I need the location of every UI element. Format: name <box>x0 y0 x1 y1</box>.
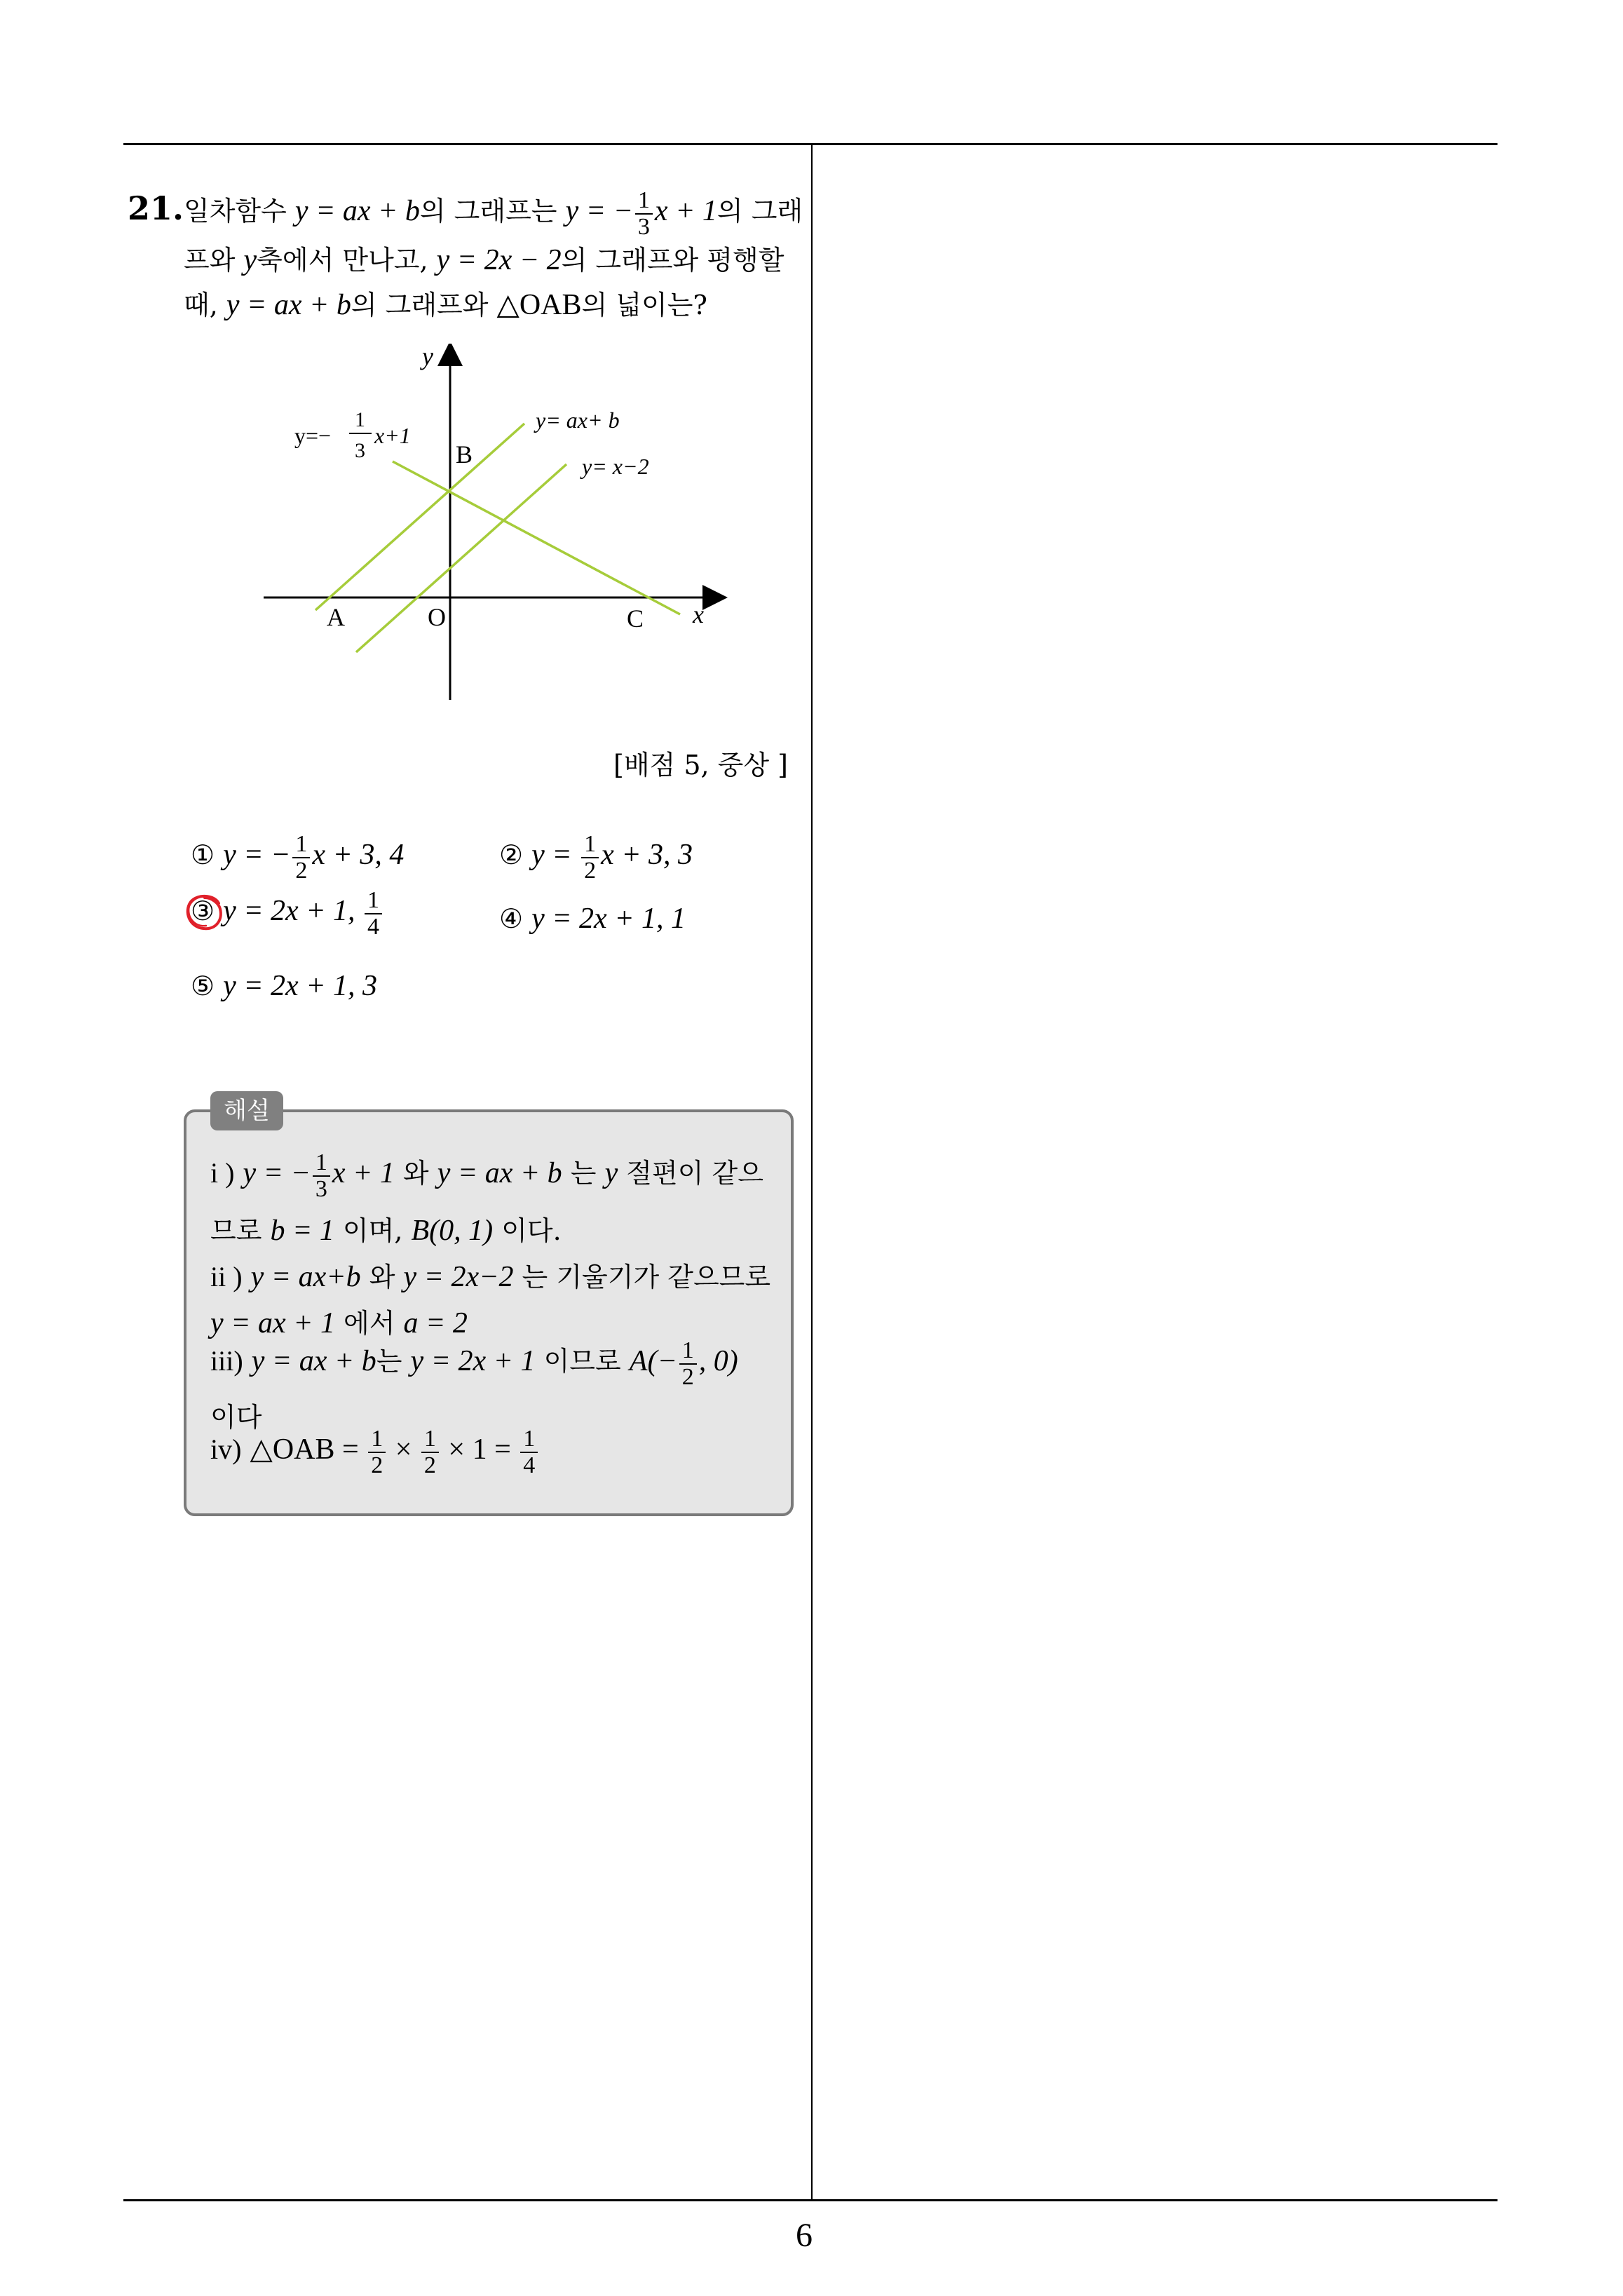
label-line-3: y= x−2 <box>582 454 649 479</box>
choice-1[interactable]: ① y = − $\frac{1}{2}$ x + 3, 4 <box>191 831 405 884</box>
choice-3[interactable]: ③ y = 2x + 1, $\frac{1}{4}$ <box>191 888 384 939</box>
x-axis-label: x <box>693 600 704 628</box>
graph-svg <box>252 344 729 708</box>
origin-label: O <box>428 603 446 631</box>
choice-4[interactable]: ④ y = 2x + 1, 1 <box>499 903 686 935</box>
choice-2[interactable]: ② y = $\frac{1}{2}$ x + 3, 3 <box>499 831 693 884</box>
solution-line-2: 므로 b = 1 이며, B(0, 1) 이다. <box>210 1215 562 1247</box>
solution-line-4: y = ax + 1 에서 a = 2 <box>210 1307 468 1339</box>
page-number: 6 <box>796 2217 813 2254</box>
question-number: 21. <box>128 189 184 227</box>
solution-line-5: iii) y = ax + b는 y = 2x + 1 이므로 A(− $\frac{1}{2}$ , 0) <box>210 1337 738 1390</box>
label-line-1-prefix: y=− <box>294 423 332 448</box>
solution-tab: 해설 <box>210 1091 283 1130</box>
y-axis-label: y <box>422 344 433 370</box>
question-line-3: 때, y = ax + b의 그래프와 △OAB의 넓이는? <box>184 289 707 321</box>
point-b-label: B <box>456 440 473 468</box>
bottom-rule <box>123 2199 1498 2201</box>
question-line-1: 일차함수 y = ax + b의 그래프는 y = − $\frac{1}{3}$ x + 1의 그래 <box>184 187 803 240</box>
fraction: $\frac{1}{3}$ <box>635 188 653 239</box>
solution-line-1: i ) y = − $\frac{1}{3}$ x + 1 와 y = ax + b 는 y 절편이 같으 <box>210 1149 763 1202</box>
column-divider <box>811 143 813 2201</box>
score-label: [배점 5, 중상 ] <box>613 750 788 781</box>
label-line-1-frac-num: 1 <box>355 408 365 431</box>
label-line-2: y= ax+ b <box>536 407 620 433</box>
choice-5[interactable]: ⑤ y = 2x + 1, 3 <box>191 970 378 1002</box>
top-rule <box>123 143 1498 145</box>
line-y-neg-third-x-plus-1 <box>393 461 680 614</box>
solution-line-3: ii ) y = ax+b 와 y = 2x−2 는 기울기가 같으므로 <box>210 1261 771 1293</box>
line-y-x-minus-2 <box>356 464 566 652</box>
point-a-label: A <box>327 603 345 631</box>
coordinate-graph <box>252 344 729 708</box>
label-line-1-frac-den: 3 <box>355 439 365 462</box>
answer-mark-circle-icon <box>184 892 226 933</box>
solution-line-6: 이다 <box>210 1402 262 1433</box>
question-line-2: 프와 y축에서 만나고, y = 2x − 2의 그래프와 평행할 <box>184 244 785 276</box>
solution-line-7: iv) △OAB = $\frac{1}{2}$ × $\frac{1}{2}$ × 1 = $\frac{1}{4}$ <box>210 1426 540 1478</box>
point-c-label: C <box>627 605 644 633</box>
label-line-1-suffix: x+1 <box>374 423 411 448</box>
line-y-ax-plus-b <box>315 424 524 610</box>
